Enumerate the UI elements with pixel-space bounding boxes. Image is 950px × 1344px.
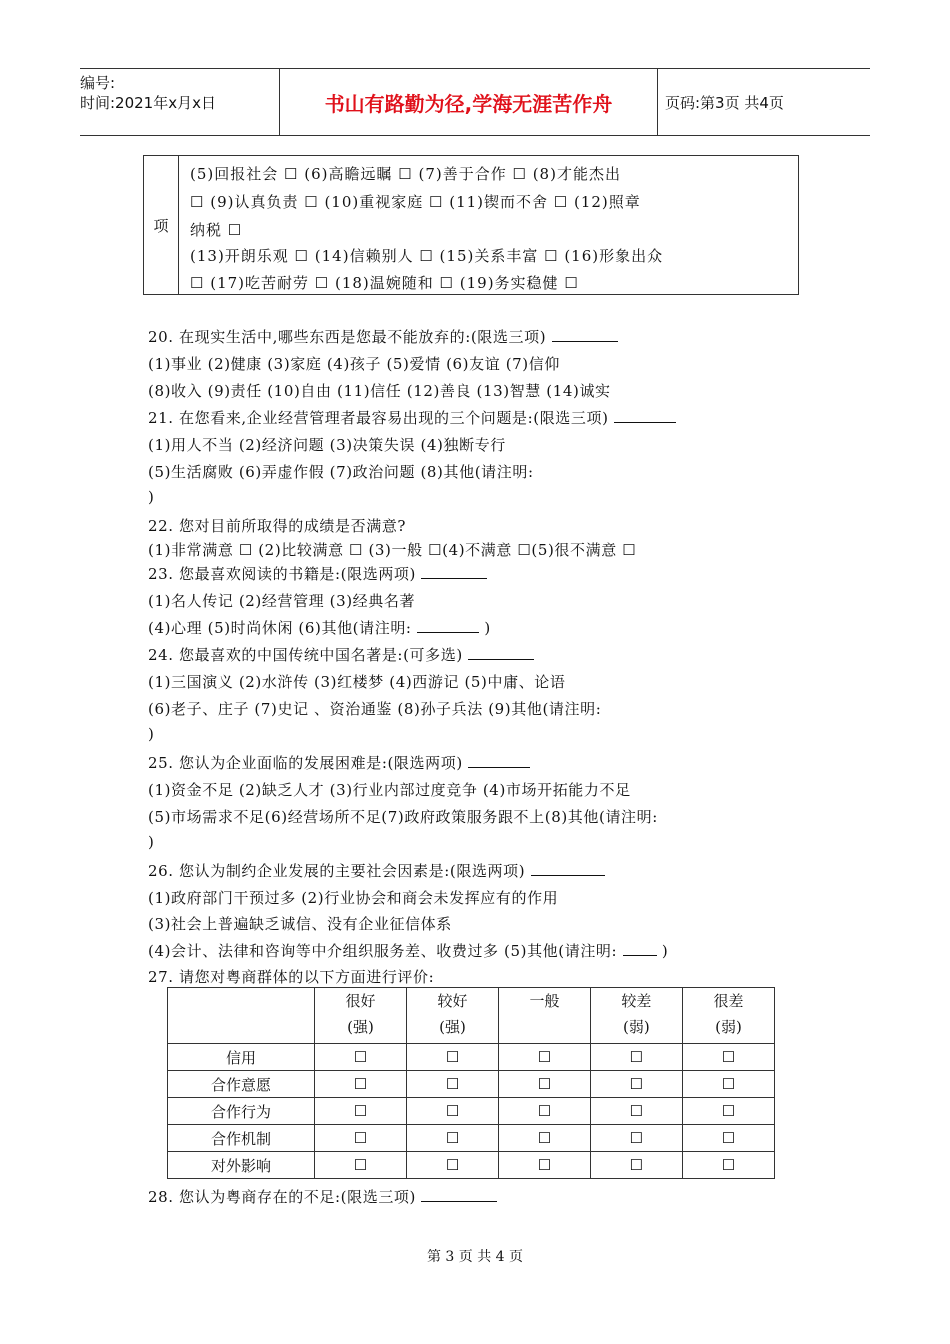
- table-row: [168, 1098, 775, 1125]
- rating-checkbox[interactable]: ☐: [590, 1098, 682, 1125]
- rating-checkbox[interactable]: ☐: [407, 1152, 499, 1179]
- options-side-label: 项: [144, 156, 179, 294]
- answer-blank[interactable]: [421, 564, 487, 579]
- question-21: [148, 407, 676, 428]
- question-23: [148, 563, 487, 584]
- options-box: [143, 155, 799, 295]
- row-label: 信用: [168, 1044, 315, 1071]
- question-23-options-2: [148, 617, 491, 638]
- question-20-options-2: (8)收入 (9)责任 (10)自由 (11)信任 (12)善良 (13)智慧 (14)诚实: [148, 382, 611, 400]
- rating-checkbox[interactable]: ☐: [682, 1071, 774, 1098]
- close-paren: ): [661, 942, 669, 960]
- col-header-top: 很好: [345, 992, 376, 1010]
- code-label: 编号:: [80, 74, 116, 92]
- rating-checkbox[interactable]: ☐: [499, 1044, 591, 1071]
- col-header-bottom: (弱): [715, 1018, 742, 1036]
- rating-checkbox[interactable]: ☐: [590, 1152, 682, 1179]
- question-24-options-3: ): [148, 725, 155, 743]
- question-20-text: 20. 在现实生活中,哪些东西是您最不能放弃的:(限选三项): [148, 328, 547, 346]
- answer-blank[interactable]: [468, 753, 530, 768]
- question-26-options-3-text: (4)会计、法律和咨询等中介组织服务差、收费过多 (5)其他(请注明:: [148, 942, 618, 960]
- question-24-text: 24. 您最喜欢的中国传统中国名著是:(可多选): [148, 646, 463, 664]
- question-26: [148, 860, 605, 881]
- question-26-options-2: (3)社会上普遍缺乏诚信、没有企业征信体系: [148, 915, 452, 933]
- rating-checkbox[interactable]: ☐: [315, 1044, 407, 1071]
- rating-checkbox[interactable]: ☐: [682, 1098, 774, 1125]
- evaluation-header-row: [168, 988, 775, 1044]
- table-row: [168, 1044, 775, 1071]
- question-26-options-3: [148, 940, 668, 961]
- motto: 书山有路勤为径,学海无涯苦作舟: [279, 69, 658, 135]
- page-header: [80, 68, 870, 136]
- question-21-text: 21. 在您看来,企业经营管理者最容易出现的三个问题是:(限选三项): [148, 409, 609, 427]
- table-row: [168, 1071, 775, 1098]
- rating-checkbox[interactable]: ☐: [682, 1044, 774, 1071]
- question-21-options-2: (5)生活腐败 (6)弄虚作假 (7)政治问题 (8)其他(请注明:: [148, 463, 534, 481]
- rating-checkbox[interactable]: ☐: [315, 1098, 407, 1125]
- question-28-text: 28. 您认为粤商存在的不足:(限选三项): [148, 1188, 416, 1206]
- question-25-options-3: ): [148, 833, 155, 851]
- question-28: [148, 1186, 497, 1207]
- time-label: 时间:2021年x月x日: [80, 94, 216, 112]
- row-label: 合作意愿: [168, 1071, 315, 1098]
- answer-blank[interactable]: [614, 408, 676, 423]
- col-header-top: 较好: [437, 992, 468, 1010]
- rating-checkbox[interactable]: ☐: [315, 1071, 407, 1098]
- col-header-bottom: (强): [439, 1018, 466, 1036]
- col-header: [499, 988, 591, 1044]
- rating-checkbox[interactable]: ☐: [407, 1125, 499, 1152]
- question-21-options-3: ): [148, 488, 155, 506]
- question-25: [148, 752, 530, 773]
- question-23-text: 23. 您最喜欢阅读的书籍是:(限选两项): [148, 565, 416, 583]
- question-25-options-1: (1)资金不足 (2)缺乏人才 (3)行业内部过度竞争 (4)市场开拓能力不足: [148, 781, 631, 799]
- options-line-1: (5)回报社会 ☐ (6)高瞻远瞩 ☐ (7)善于合作 ☐ (8)才能杰出: [190, 165, 621, 183]
- question-24: [148, 644, 534, 665]
- close-paren: ): [484, 619, 491, 637]
- col-header-bottom: (强): [347, 1018, 374, 1036]
- question-22: 22. 您对目前所取得的成绩是否满意?: [148, 517, 407, 535]
- other-blank[interactable]: [417, 618, 479, 633]
- col-header-top: 很差: [713, 992, 744, 1010]
- question-20-options-1: (1)事业 (2)健康 (3)家庭 (4)孩子 (5)爱情 (6)友谊 (7)信仰: [148, 355, 560, 373]
- rating-checkbox[interactable]: ☐: [407, 1071, 499, 1098]
- question-26-text: 26. 您认为制约企业发展的主要社会因素是:(限选两项): [148, 862, 526, 880]
- question-25-options-2: (5)市场需求不足(6)经营场所不足(7)政府政策服务跟不上(8)其他(请注明:: [148, 808, 658, 826]
- options-line-4: (13)开朗乐观 ☐ (14)信赖别人 ☐ (15)关系丰富 ☐ (16)形象出众: [190, 247, 664, 265]
- row-label: 合作行为: [168, 1098, 315, 1125]
- question-21-options-1: (1)用人不当 (2)经济问题 (3)决策失误 (4)独断专行: [148, 436, 506, 454]
- question-22-options: (1)非常满意 ☐ (2)比较满意 ☐ (3)一般 ☐(4)不满意 ☐(5)很不满意 ☐: [148, 541, 637, 559]
- answer-blank[interactable]: [531, 861, 605, 876]
- col-header-bottom: (弱): [623, 1018, 650, 1036]
- table-row: [168, 1125, 775, 1152]
- question-26-options-1: (1)政府部门干预过多 (2)行业协会和商会未发挥应有的作用: [148, 889, 559, 907]
- rating-checkbox[interactable]: ☐: [499, 1125, 591, 1152]
- corner-cell: [168, 988, 315, 1044]
- question-25-text: 25. 您认为企业面临的发展困难是:(限选两项): [148, 754, 463, 772]
- rating-checkbox[interactable]: ☐: [499, 1098, 591, 1125]
- row-label: 对外影响: [168, 1152, 315, 1179]
- col-header: [682, 988, 774, 1044]
- rating-checkbox[interactable]: ☐: [682, 1125, 774, 1152]
- answer-blank[interactable]: [421, 1187, 497, 1202]
- rating-checkbox[interactable]: ☐: [590, 1071, 682, 1098]
- col-header: [407, 988, 499, 1044]
- col-header-top: 较差: [621, 992, 652, 1010]
- row-label: 合作机制: [168, 1125, 315, 1152]
- page-number-label: 页码:第3页 共4页: [665, 93, 784, 112]
- table-row: [168, 1152, 775, 1179]
- rating-checkbox[interactable]: ☐: [499, 1071, 591, 1098]
- question-27: 27. 请您对粤商群体的以下方面进行评价:: [148, 968, 435, 986]
- question-23-options-1: (1)名人传记 (2)经营管理 (3)经典名著: [148, 592, 416, 610]
- answer-blank[interactable]: [552, 327, 618, 342]
- answer-blank[interactable]: [468, 645, 534, 660]
- header-left: [80, 69, 280, 139]
- question-20: [148, 326, 618, 347]
- rating-checkbox[interactable]: ☐: [590, 1044, 682, 1071]
- rating-checkbox[interactable]: ☐: [407, 1044, 499, 1071]
- rating-checkbox[interactable]: ☐: [590, 1125, 682, 1152]
- col-header-top: 一般: [529, 992, 560, 1010]
- options-line-2: ☐ (9)认真负责 ☐ (10)重视家庭 ☐ (11)锲而不舍 ☐ (12)照章: [190, 193, 641, 211]
- options-line-5: ☐ (17)吃苦耐劳 ☐ (18)温婉随和 ☐ (19)务实稳健 ☐: [190, 274, 579, 292]
- question-24-options-1: (1)三国演义 (2)水浒传 (3)红楼梦 (4)西游记 (5)中庸、论语: [148, 673, 566, 691]
- col-header: [590, 988, 682, 1044]
- options-line-3: 纳税 ☐: [190, 221, 243, 239]
- rating-checkbox[interactable]: ☐: [499, 1152, 591, 1179]
- rating-checkbox[interactable]: ☐: [407, 1098, 499, 1125]
- rating-checkbox[interactable]: ☐: [315, 1125, 407, 1152]
- evaluation-table: [167, 987, 775, 1179]
- page-footer: 第 3 页 共 4 页: [426, 1249, 524, 1265]
- other-blank[interactable]: [623, 941, 657, 956]
- rating-checkbox[interactable]: ☐: [315, 1152, 407, 1179]
- rating-checkbox[interactable]: ☐: [682, 1152, 774, 1179]
- question-23-options-2-text: (4)心理 (5)时尚休闲 (6)其他(请注明:: [148, 619, 412, 637]
- question-24-options-2: (6)老子、庄子 (7)史记 、资治通鉴 (8)孙子兵法 (9)其他(请注明:: [148, 700, 602, 718]
- col-header: [315, 988, 407, 1044]
